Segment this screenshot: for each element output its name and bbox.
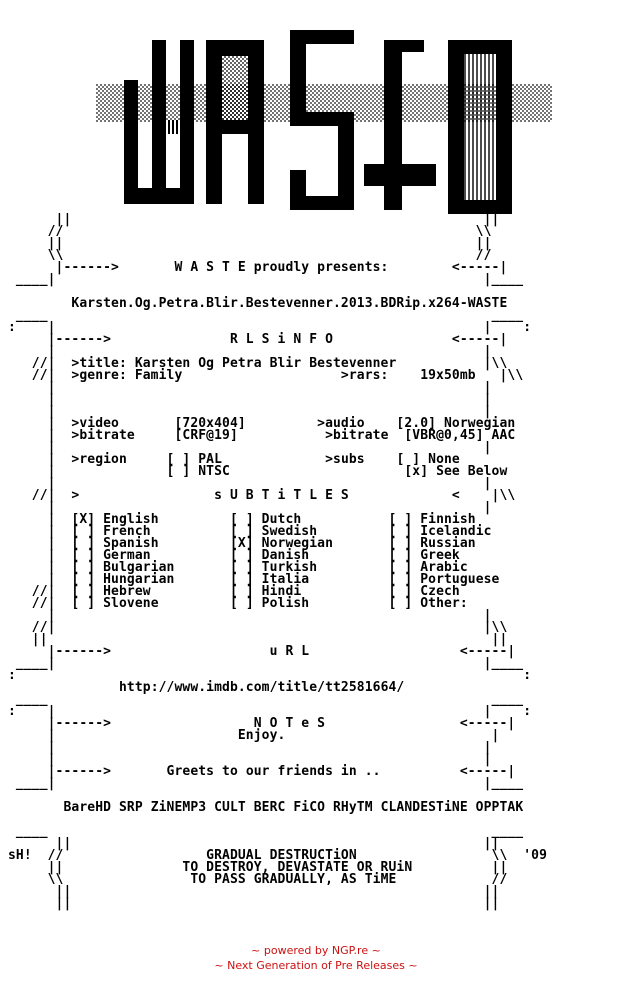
info-audio-bitrate: [VBR@0,45] AAC	[404, 428, 516, 443]
subtitle-option: [ ] Hungarian	[71, 572, 230, 587]
info-audio: [2.0] Norwegian	[396, 416, 516, 431]
subtitle-row: | [ ] French [ ] Swedish [ ] Icelandic	[8, 524, 548, 539]
subtitle-row: //| [ ] Slovene [ ] Polish [ ] Other:	[8, 596, 548, 611]
subtitle-option: [ ] French	[71, 524, 230, 539]
subtitles-title: s U B T i T L E S	[214, 488, 349, 503]
subtitle-option: [ ] Italia	[229, 572, 389, 587]
closing-line2: TO DESTROY, DEVASTATE OR RUiN	[182, 860, 413, 875]
greets-title: Greets to our friends in ..	[166, 764, 381, 779]
footer-tagline: ~ Next Generation of Pre Releases ~	[214, 959, 418, 972]
notes-text: Enjoy.	[237, 728, 286, 743]
subtitle-option: [ ] Russian	[388, 536, 548, 551]
subtitle-row: | [ ] German [ ] Danish [ ] Greek	[8, 548, 548, 563]
subtitle-option: [ ] Hindi	[229, 584, 389, 599]
frame-top: || || // \\ || || \\ // |------>	[47, 212, 500, 275]
greets-text: BareHD SRP ZiNEMP3 CULT BERC FiCO RHyTM CLANDESTiNE OPPTAK	[63, 800, 524, 815]
logo-letter-a	[206, 40, 264, 204]
subtitle-option: [ ] Greek	[388, 548, 548, 563]
presents-text: W A S T E proudly presents:	[174, 260, 389, 275]
info-genre: Family	[134, 368, 183, 383]
subtitle-row: | [ ] Hungarian [ ] Italia [ ] Portuguese	[8, 572, 548, 587]
subtitle-grid	[8, 512, 547, 611]
subtitle-option: [ ] Slovene	[71, 596, 230, 611]
info-subs-none: [ ] None	[396, 452, 460, 467]
subtitle-row: | [X] English [ ] Dutch [ ] Finnish	[8, 512, 548, 527]
subtitle-option: [ ] Other:	[388, 596, 548, 611]
subtitle-option: [ ] Polish	[229, 596, 389, 611]
subtitle-option: [ ] Danish	[229, 548, 389, 563]
info-title: Karsten Og Petra Blir Bestevenner	[134, 356, 397, 371]
subtitle-option: [ ] German	[71, 548, 230, 563]
subtitle-row: //| [ ] Hebrew [ ] Hindi [ ] Czech	[8, 584, 548, 599]
url-text: http://www.imdb.com/title/tt2581664/	[118, 680, 405, 695]
logo-letter-w	[124, 40, 194, 204]
subtitle-option: [ ] Swedish	[229, 524, 389, 539]
logo-letter-s	[290, 30, 354, 210]
subtitle-option: [ ] Arabic	[388, 560, 548, 575]
info-subs-below: [x] See Below	[404, 464, 508, 479]
info-rars: 19x50mb	[420, 368, 476, 383]
closing-right: '09	[523, 848, 548, 863]
subtitle-option: [ ] Turkish	[229, 560, 389, 575]
url-title: u R L	[269, 644, 310, 659]
notes-title: N O T e S	[253, 716, 326, 731]
closing-line3: TO PASS GRADUALLY, AS TiME	[190, 872, 397, 887]
info-video: [720x404]	[174, 416, 246, 431]
logo-letter-t	[364, 40, 436, 210]
subtitle-option: [ ] Bulgarian	[71, 560, 230, 575]
subtitle-option: [ ] Spanish	[71, 536, 230, 551]
subtitle-option: [ ] Finnish	[388, 512, 548, 527]
subtitle-row: | [ ] Bulgarian [ ] Turkish [ ] Arabic	[8, 560, 548, 575]
footer-powered-by: ~ powered by NGP.re ~	[251, 944, 381, 957]
info-video-bitrate: [CRF@19]	[174, 428, 238, 443]
subtitle-option: [ ] Hebrew	[71, 584, 230, 599]
subtitle-option: [ ] Czech	[388, 584, 548, 599]
release-name-text: Karsten.Og.Petra.Blir.Bestevenner.2013.BDRip.x264-WASTE	[71, 296, 508, 311]
closing-left: sH!	[8, 848, 32, 863]
logo-letter-e	[448, 40, 512, 214]
waste-logo	[0, 0, 632, 214]
subtitle-option: [X] Norwegian	[229, 536, 389, 551]
info-region-pal: [ ] PAL	[166, 452, 223, 467]
info-region-ntsc: [ ] NTSC	[166, 464, 230, 479]
subtitle-option: [X] English	[71, 512, 230, 527]
subtitle-option: [ ] Portuguese	[388, 572, 548, 587]
nfo-body: || || // \\ || || \\ // |------> W A S T E proudly presents: <-----| ____| |____ Karsten.Og.Petra.Blir.Bestevenner.2013.BDRip.x264-WASTE ____ ____ : | | : |------> R L S i N F O <-----| | | //| >title: Karsten Og Petra Blir Bestevenner |\\ //| >genre: Family >rars: 19x50mb |\\ | | | | | | | >video [720x404] >audio [2.0] Norwegian | >bitrate [CRF@19] >bitrate [VBR@0,45] AAC | | | >region [ ] PAL >subs [ ] None | [ ] NTSC [x] See Below | | //| > s U B T i T L E S < |\\ | | | [X] English [ ] Dutch [ ] Finnish | [ ] French [ ] Swedish [ ] Icelandic | [ ] Spanish [X] Norwegian [ ] Russian | [ ] German [ ] Danish [ ] Greek | [ ] Bulgarian [ ] Turkish [ ] Arabic | [ ] Hungarian [ ] Italia [ ] Portuguese //| [ ] Hebrew [ ] Hindi [ ] Czech //| [ ] Slovene [ ] Polish [ ] Other: | | //| |\\ || || |------> u R L <-----| ____| |____ : : http://www.imdb.com/title/tt2581664/ ____ ____ : | | : |------> N O T e S <-----| | Enjoy. | | | | | |------> Greets to our friends in .. <-----| ____| |____ BareHD SRP ZiNEMP3 CULT BERC FiCO RHyTM CLANDESTiNE OPPTAK ____ ____ || || sH! // GRADUAL DESTRUCTiON \\ '09 || TO DESTROY, DEVASTATE OR RUiN || \\ TO PASS GRADUALLY, AS TiME // || || || ||	[8, 212, 548, 911]
subtitle-option: [ ] Dutch	[229, 512, 389, 527]
closing-line1: GRADUAL DESTRUCTiON	[206, 848, 357, 863]
rlsinfo-title: R L S i N F O	[229, 332, 333, 347]
subtitle-option: [ ] Icelandic	[388, 524, 548, 539]
subtitle-row: | [ ] Spanish [X] Norwegian [ ] Russian	[8, 536, 548, 551]
